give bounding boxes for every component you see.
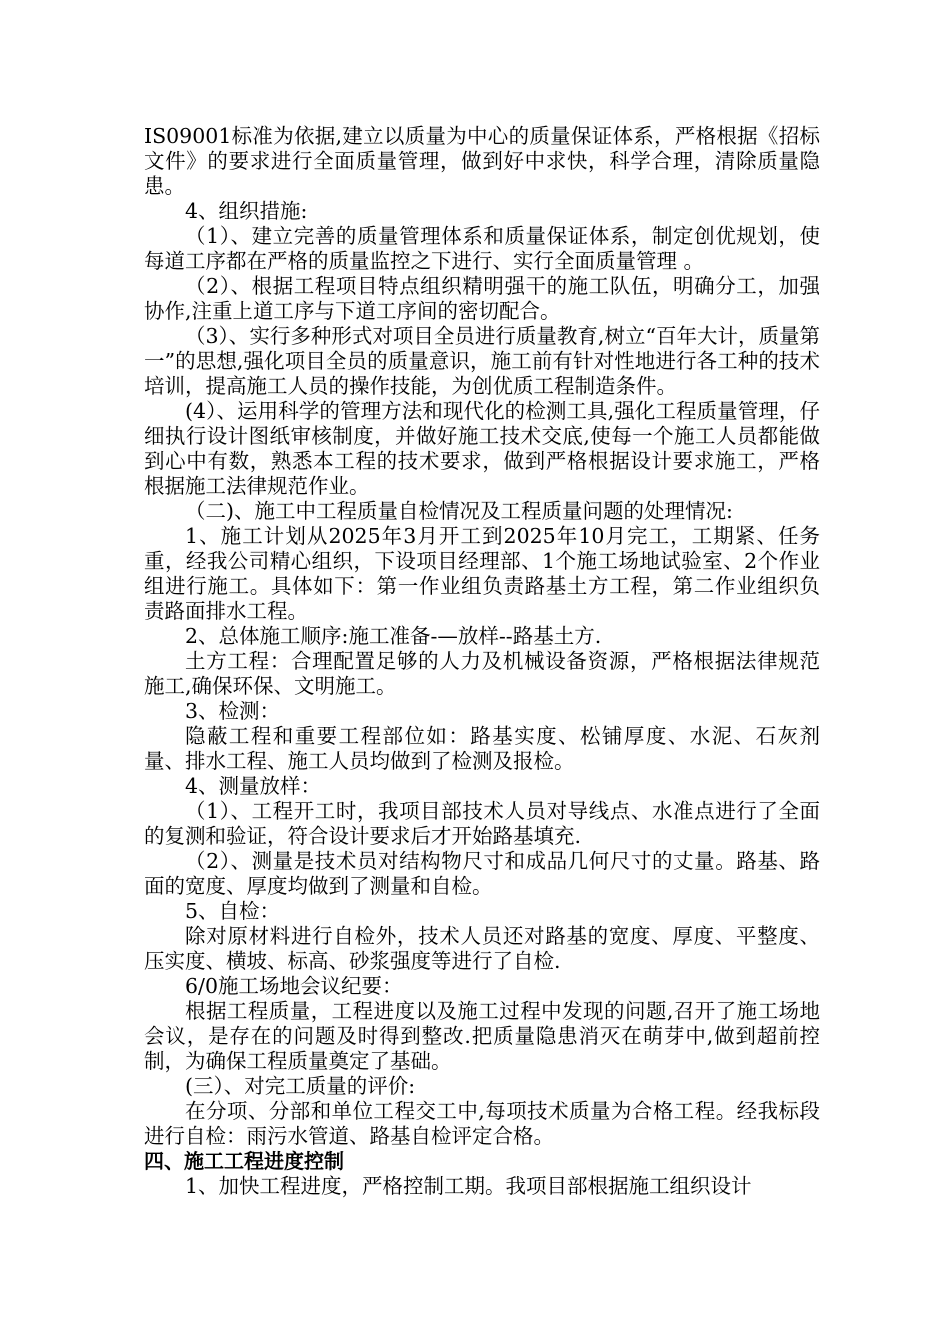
document-body (144, 124, 820, 1199)
paragraph-meeting-title: 6/0施工场地会议纪要： (185, 974, 403, 998)
paragraph-survey-2: （2）、测量是技术员对结构物尺寸和成品几何尺寸的丈量。路基、路面的宽度、厚度均做到了测量和自检。 (144, 849, 820, 898)
paragraph-inspection: 隐蔽工程和重要工程部位如：路基实度、松铺厚度、水泥、石灰剂量、排水工程、施工人员均做到了检测及报检。 (144, 724, 820, 773)
paragraph-self-check-title: 5、自检： (185, 899, 281, 923)
paragraph-org-measure-1: （1）、建立完善的质量管理体系和质量保证体系，制定创优规划，使每道工序都在严格的质量监控之下进行、实行全面质量管理 。 (144, 224, 820, 273)
paragraph-construction-sequence: 2、总体施工顺序:施工准备-—放样--路基土方. (185, 624, 602, 648)
paragraph-org-measure-3: （3）、实行多种形式对项目全员进行质量教育,树立“百年大计，质量第一”的思想,强化项目全员的质量意识，施工前有针对性地进行各工种的技术培训，提高施工人员的操作技能，为创优质工程制造条件。 (144, 324, 820, 398)
paragraph-org-measures-title: 4、组织措施: (185, 199, 308, 223)
paragraph-iso9001: IS09001标准为依据,建立以质量为中心的质量保证体系，严格根据《招标文件》的要求进行全面质量管理，做到好中求快，科学合理，清除质量隐患。 (144, 124, 820, 198)
paragraph-self-check: 除对原材料进行自检外，技术人员还对路基的宽度、厚度、平整度、压实度、横坡、标高、砂浆强度等进行了自检. (144, 924, 820, 973)
paragraph-schedule-control: 1、加快工程进度，严格控制工期。我项目部根据施工组织设计 (185, 1174, 752, 1198)
paragraph-inspection-title: 3、检测： (185, 699, 281, 723)
paragraph-evaluation: 在分项、分部和单位工程交工中,每项技术质量为合格工程。经我标段进行自检：雨污水管道、路基自检评定合格。 (144, 1099, 820, 1148)
paragraph-org-measure-4: (4）、运用科学的管理方法和现代化的检测工具,强化工程质量管理，仔细执行设计图纸审核制度，并做好施工技术交底,使每一个施工人员都能做到心中有数，熟悉本工程的技术要求，做到严格根据设计要求施工，严格根据施工法律规范作业。 (144, 399, 820, 498)
paragraph-construction-plan: 1、施工计划从2025年3月开工到2025年10月完工，工期紧、任务重，经我公司精心组织，下设项目经理部、1个施工场地试验室、2个作业组进行施工。具体如下：第一作业组负责路基土方工程，第二作业组织负责路面排水工程。 (144, 524, 820, 623)
paragraph-meeting: 根据工程质量，工程进度以及施工过程中发现的问题,召开了施工场地会议，是存在的问题及时得到整改.把质量隐患消灭在萌芽中,做到超前控制，为确保工程质量奠定了基础。 (144, 999, 820, 1073)
paragraph-section-3-title: (三）、对完工质量的评价: (185, 1074, 416, 1098)
paragraph-survey-1: （1）、工程开工时，我项目部技术人员对导线点、水准点进行了全面的复测和验证，符合设计要求后才开始路基填充. (144, 799, 820, 848)
paragraph-survey-title: 4、测量放样： (185, 774, 322, 798)
paragraph-section-2-title: （二)、施工中工程质量自检情况及工程质量问题的处理情况: (185, 499, 733, 523)
paragraph-earthwork: 土方工程：合理配置足够的人力及机械设备资源，严格根据法律规范施工,确保环保、文明施工。 (144, 649, 820, 698)
section-heading: 四、施工工程进度控制 (144, 1149, 344, 1173)
paragraph-org-measure-2: （2）、根据工程项目特点组织精明强干的施工队伍，明确分工，加强协作,注重上道工序与下道工序间的密切配合。 (144, 274, 820, 323)
